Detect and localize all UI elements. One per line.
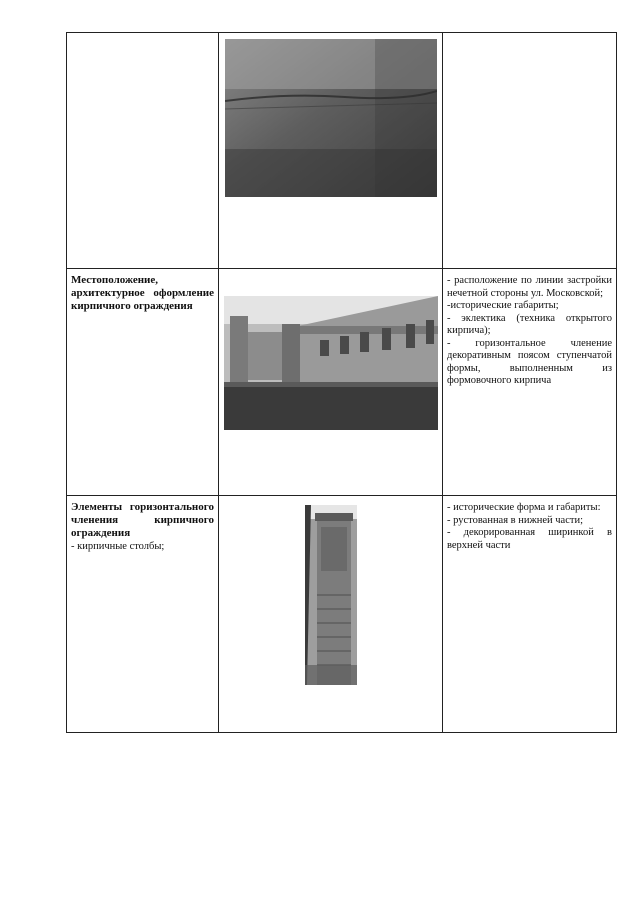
table-row bbox=[67, 269, 617, 496]
list-item: - горизонтальное членение декоративным поясом ступенчатой формы, выполненным из формовочного кирпича bbox=[447, 337, 612, 386]
list-item: - расположение по линии застройки нечетной стороны ул. Московской; bbox=[447, 275, 612, 299]
label-cell bbox=[67, 33, 219, 269]
list-item: - декорированная ширинкой в верхней части bbox=[447, 527, 612, 551]
photo-cell bbox=[219, 269, 443, 496]
brick-pillar-photo-icon bbox=[305, 505, 357, 685]
feature-list bbox=[443, 496, 616, 552]
description-cell bbox=[443, 33, 617, 269]
row-subtitle: - кирпичные столбы; bbox=[71, 541, 165, 552]
description-cell bbox=[443, 269, 617, 496]
photo-cell bbox=[219, 496, 443, 733]
description-table bbox=[66, 32, 617, 733]
list-item: -исторические габариты; bbox=[447, 300, 559, 311]
list-item: - исторические форма и габариты: bbox=[447, 502, 601, 513]
row-title: Элементы горизонтального членения кирпичного ограждения bbox=[71, 501, 214, 539]
table-row bbox=[67, 496, 617, 733]
street-facade-photo-icon bbox=[224, 296, 438, 430]
label-cell bbox=[67, 496, 219, 733]
feature-list bbox=[443, 269, 616, 388]
row-title bbox=[67, 33, 218, 38]
photo-cell bbox=[219, 33, 443, 269]
description-cell bbox=[443, 496, 617, 733]
fence-photo-icon bbox=[225, 39, 437, 197]
list-item: - рустованная в нижней части; bbox=[447, 514, 584, 526]
label-cell bbox=[67, 269, 219, 496]
row-title: Местоположение, архитектурное оформление кирпичного ограждения bbox=[71, 274, 214, 312]
list-item: - эклектика (техника открытого кирпича); bbox=[447, 312, 612, 336]
table-row bbox=[67, 33, 617, 269]
